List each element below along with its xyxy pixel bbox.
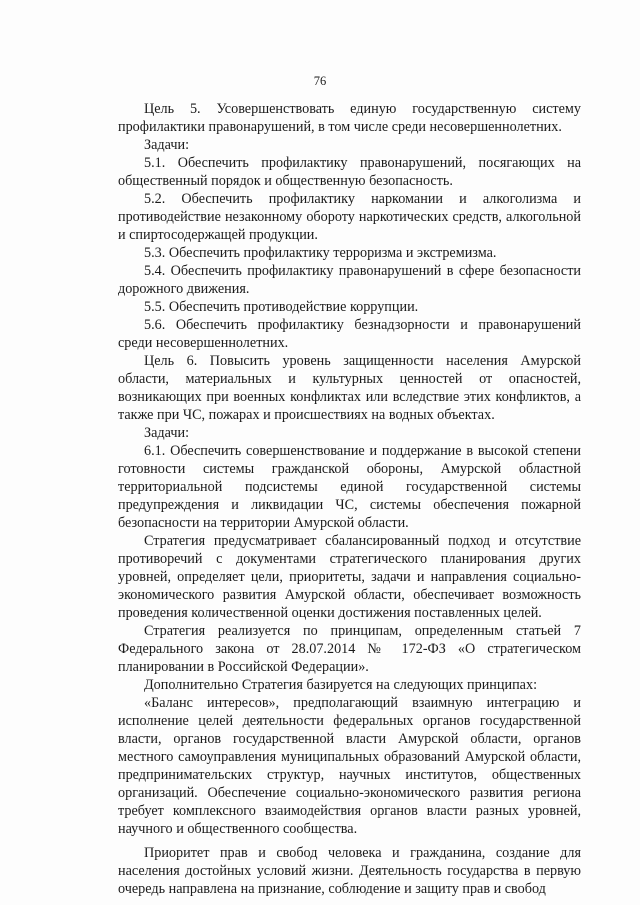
- tasks-heading: Задачи:: [144, 425, 190, 441]
- additional-principles-intro: Дополнительно Стратегия базируется на следующих принципах:: [144, 677, 538, 693]
- task-6-1: 6.1. Обеспечить совершенствование и поддержание в высокой степени готовности системы гражданской обороны, Амурской областной территориальной подсистемы единой государственной системы предупреждения и ликвидации ЧС, системы обеспечения пожарной безопасности на территории Амурской области.: [118, 443, 581, 531]
- strategy-approach-paragraph: Стратегия предусматривает сбалансированный подход и отсутствие противоречий с документами стратегического планирования других уровней, определяет цели, приоритеты, задачи и направления социально-экономического развития Амурской области, обеспечивает возможность проведения количественной оценки достижения поставленных целей.: [118, 533, 581, 621]
- body-text: [118, 100, 581, 898]
- task-5-4: 5.4. Обеспечить профилактику правонарушений в сфере безопасности дорожного движения.: [118, 263, 581, 297]
- task-5-2: 5.2. Обеспечить профилактику наркомании и алкоголизма и противодействие незаконному обороту наркотических средств, алкогольной и спиртосодержащей продукции.: [118, 191, 581, 243]
- goal-6-paragraph: Цель 6. Повысить уровень защищенности населения Амурской области, материальных и культурных ценностей от опасностей, возникающих при военных конфликтах или вследствие этих конфликтов, а также при ЧС, пожарах и происшествиях на водных объектах.: [118, 353, 581, 423]
- balance-of-interests-paragraph: «Баланс интересов», предполагающий взаимную интеграцию и исполнение целей деятельности федеральных органов государственной власти, органов государственной власти Амурской области, органов местного самоуправления муниципальных образований Амурской области, предпринимательских структур, научных институтов, общественных организаций. Обеспечение социально-экономического развития региона требует комплексного взаимодействия органов власти разных уровней, научного и общественного сообщества.: [118, 695, 581, 837]
- page-number: 76: [313, 74, 327, 88]
- task-5-3: 5.3. Обеспечить профилактику терроризма и экстремизма.: [144, 245, 497, 261]
- task-5-1: 5.1. Обеспечить профилактику правонарушений, посягающих на общественный порядок и общественную безопасность.: [118, 155, 581, 189]
- goal-5-paragraph: Цель 5. Усовершенствовать единую государственную систему профилактики правонарушений, в том числе среди несовершеннолетних.: [118, 101, 581, 135]
- strategy-principles-paragraph: Стратегия реализуется по принципам, определенным статьей 7 Федерального закона от 28.07.2014 № 172-ФЗ «О стратегическом планировании в Российской Федерации».: [118, 623, 581, 675]
- task-5-6: 5.6. Обеспечить профилактику безнадзорности и правонарушений среди несовершеннолетних.: [118, 317, 581, 351]
- task-5-5: 5.5. Обеспечить противодействие коррупции.: [144, 299, 419, 315]
- tasks-heading: Задачи:: [144, 137, 190, 153]
- human-rights-priority-paragraph: Приоритет прав и свобод человека и гражданина, создание для населения достойных условий жизни. Деятельность государства в первую очередь направлена на признание, соблюдение и защиту прав и свобод: [118, 845, 581, 897]
